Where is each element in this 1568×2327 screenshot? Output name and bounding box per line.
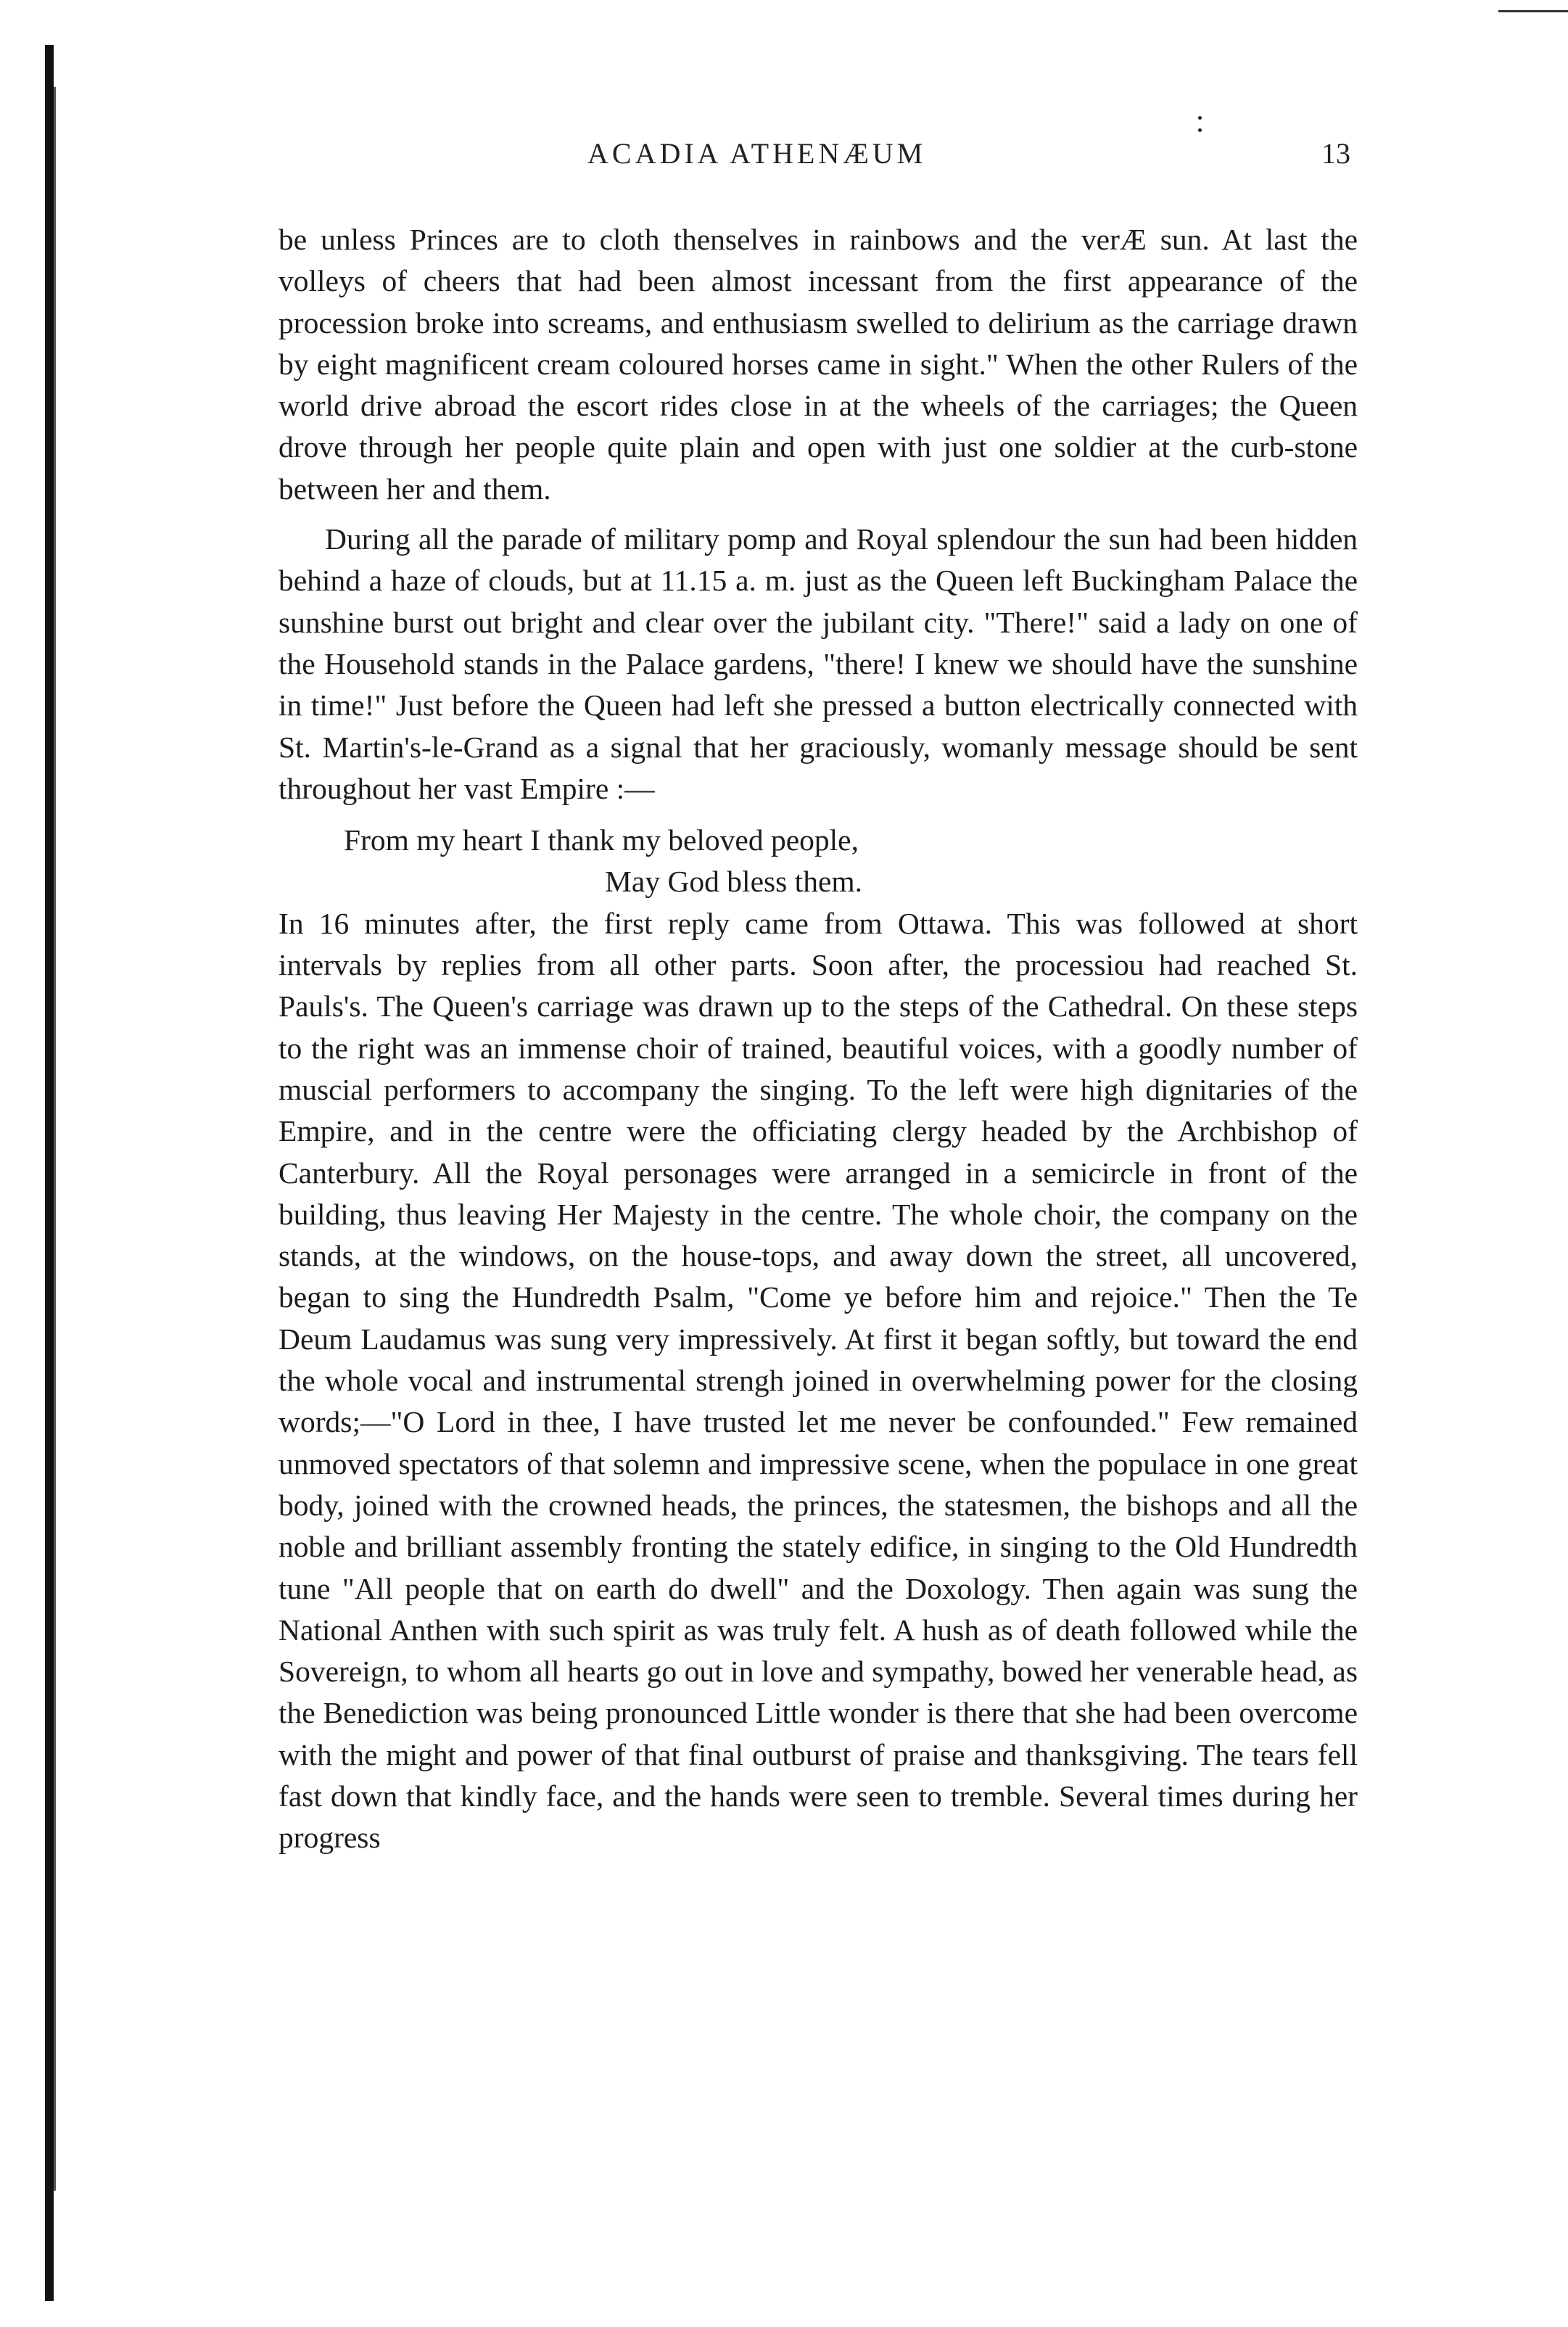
verse-line-2: May God bless them. — [605, 865, 863, 899]
paragraph-1: be unless Princes are to cloth thenselves in rainbows and the verÆ sun. At last the volleys of cheers that had been almost incessant from the first appearance of the procession broke into screams, and enthusiasm swelled to delirium as the carriage drawn by eight magnificent cream coloured horses came in sight." When the other Rulers of the world drive abroad the escort rides close in at the wheels of the carriages; the Queen drove through her people quite plain and open with just one soldier at the curb-stone between her and them. — [278, 223, 1358, 506]
running-head: ACADIA ATHENÆUM — [587, 137, 927, 170]
page-number: 13 — [1321, 137, 1350, 170]
paragraph-2: During all the parade of military pomp and Royal splendour the sun had been hidden behind a haze of clouds, but at 11.15 a. m. just as the Queen left Buckingham Palace the sunshine burst out bright and clear over the jubilant city. "There!" said a lady on one of the Household stands in the Palace gardens, "there! I knew we should have the sunshine in time!" Just before the Queen had left she pressed a button electrically connected with St. Martin's-le-Grand as a signal that her graciously, womanly message should be sent throughout her vast Empire :— — [278, 522, 1358, 805]
telegram-verse — [278, 820, 1358, 903]
verse-line-1: From my heart I thank my beloved people, — [344, 823, 859, 857]
top-corner-rule — [1498, 10, 1568, 12]
article-body — [278, 219, 1358, 1859]
paragraph-3: In 16 minutes after, the first reply came from Ottawa. This was followed at short intervals by replies from all other parts. Soon after, the processiou had reached St. Pauls's. The Queen's carriage was drawn up to the steps of the Cathedral. On these steps to the right was an immense choir of trained, beautiful voices, with a goodly number of muscial performers to accompany the singing. To the left were high dignitaries of the Empire, and in the centre were the officiating clergy headed by the Archbishop of Canterbury. All the Royal personages were arranged in a semicircle in front of the building, thus leaving Her Majesty in the centre. The whole choir, the company on the stands, at the windows, on the house-tops, and away down the street, all uncovered, began to sing the Hundredth Psalm, "Come ye before him and rejoice." Then the Te Deum Laudamus was sung very impressively. At first it began softly, but toward the end the whole vocal and instrumental strengh joined in overwhelming power for the closing words;—"O Lord in thee, I have trusted let me never be confounded." Few remained unmoved spectators of that solemn and impressive scene, when the populace in one great body, joined with the crowned heads, the princes, the statesmen, the bishops and all the noble and brilliant assembly fronting the stately edifice, in singing to the Old Hundredth tune "All people that on earth do dwell" and the Doxology. Then again was sung the National Anthen with such spirit as was truly felt. A hush as of death followed while the Sovereign, to whom all hearts go out in love and sympathy, bowed her venerable head, as the Benediction was being pronounced Little wonder is there that she had been overcome with the might and power of that final outburst of praise and thanksgiving. The tears fell fast down that kindly face, and the hands were seen to tremble. Several times during her progress — [278, 906, 1358, 1855]
page-binding-edge — [45, 45, 54, 2301]
page-binding-shadow — [54, 87, 56, 2191]
page-header — [276, 136, 1350, 180]
